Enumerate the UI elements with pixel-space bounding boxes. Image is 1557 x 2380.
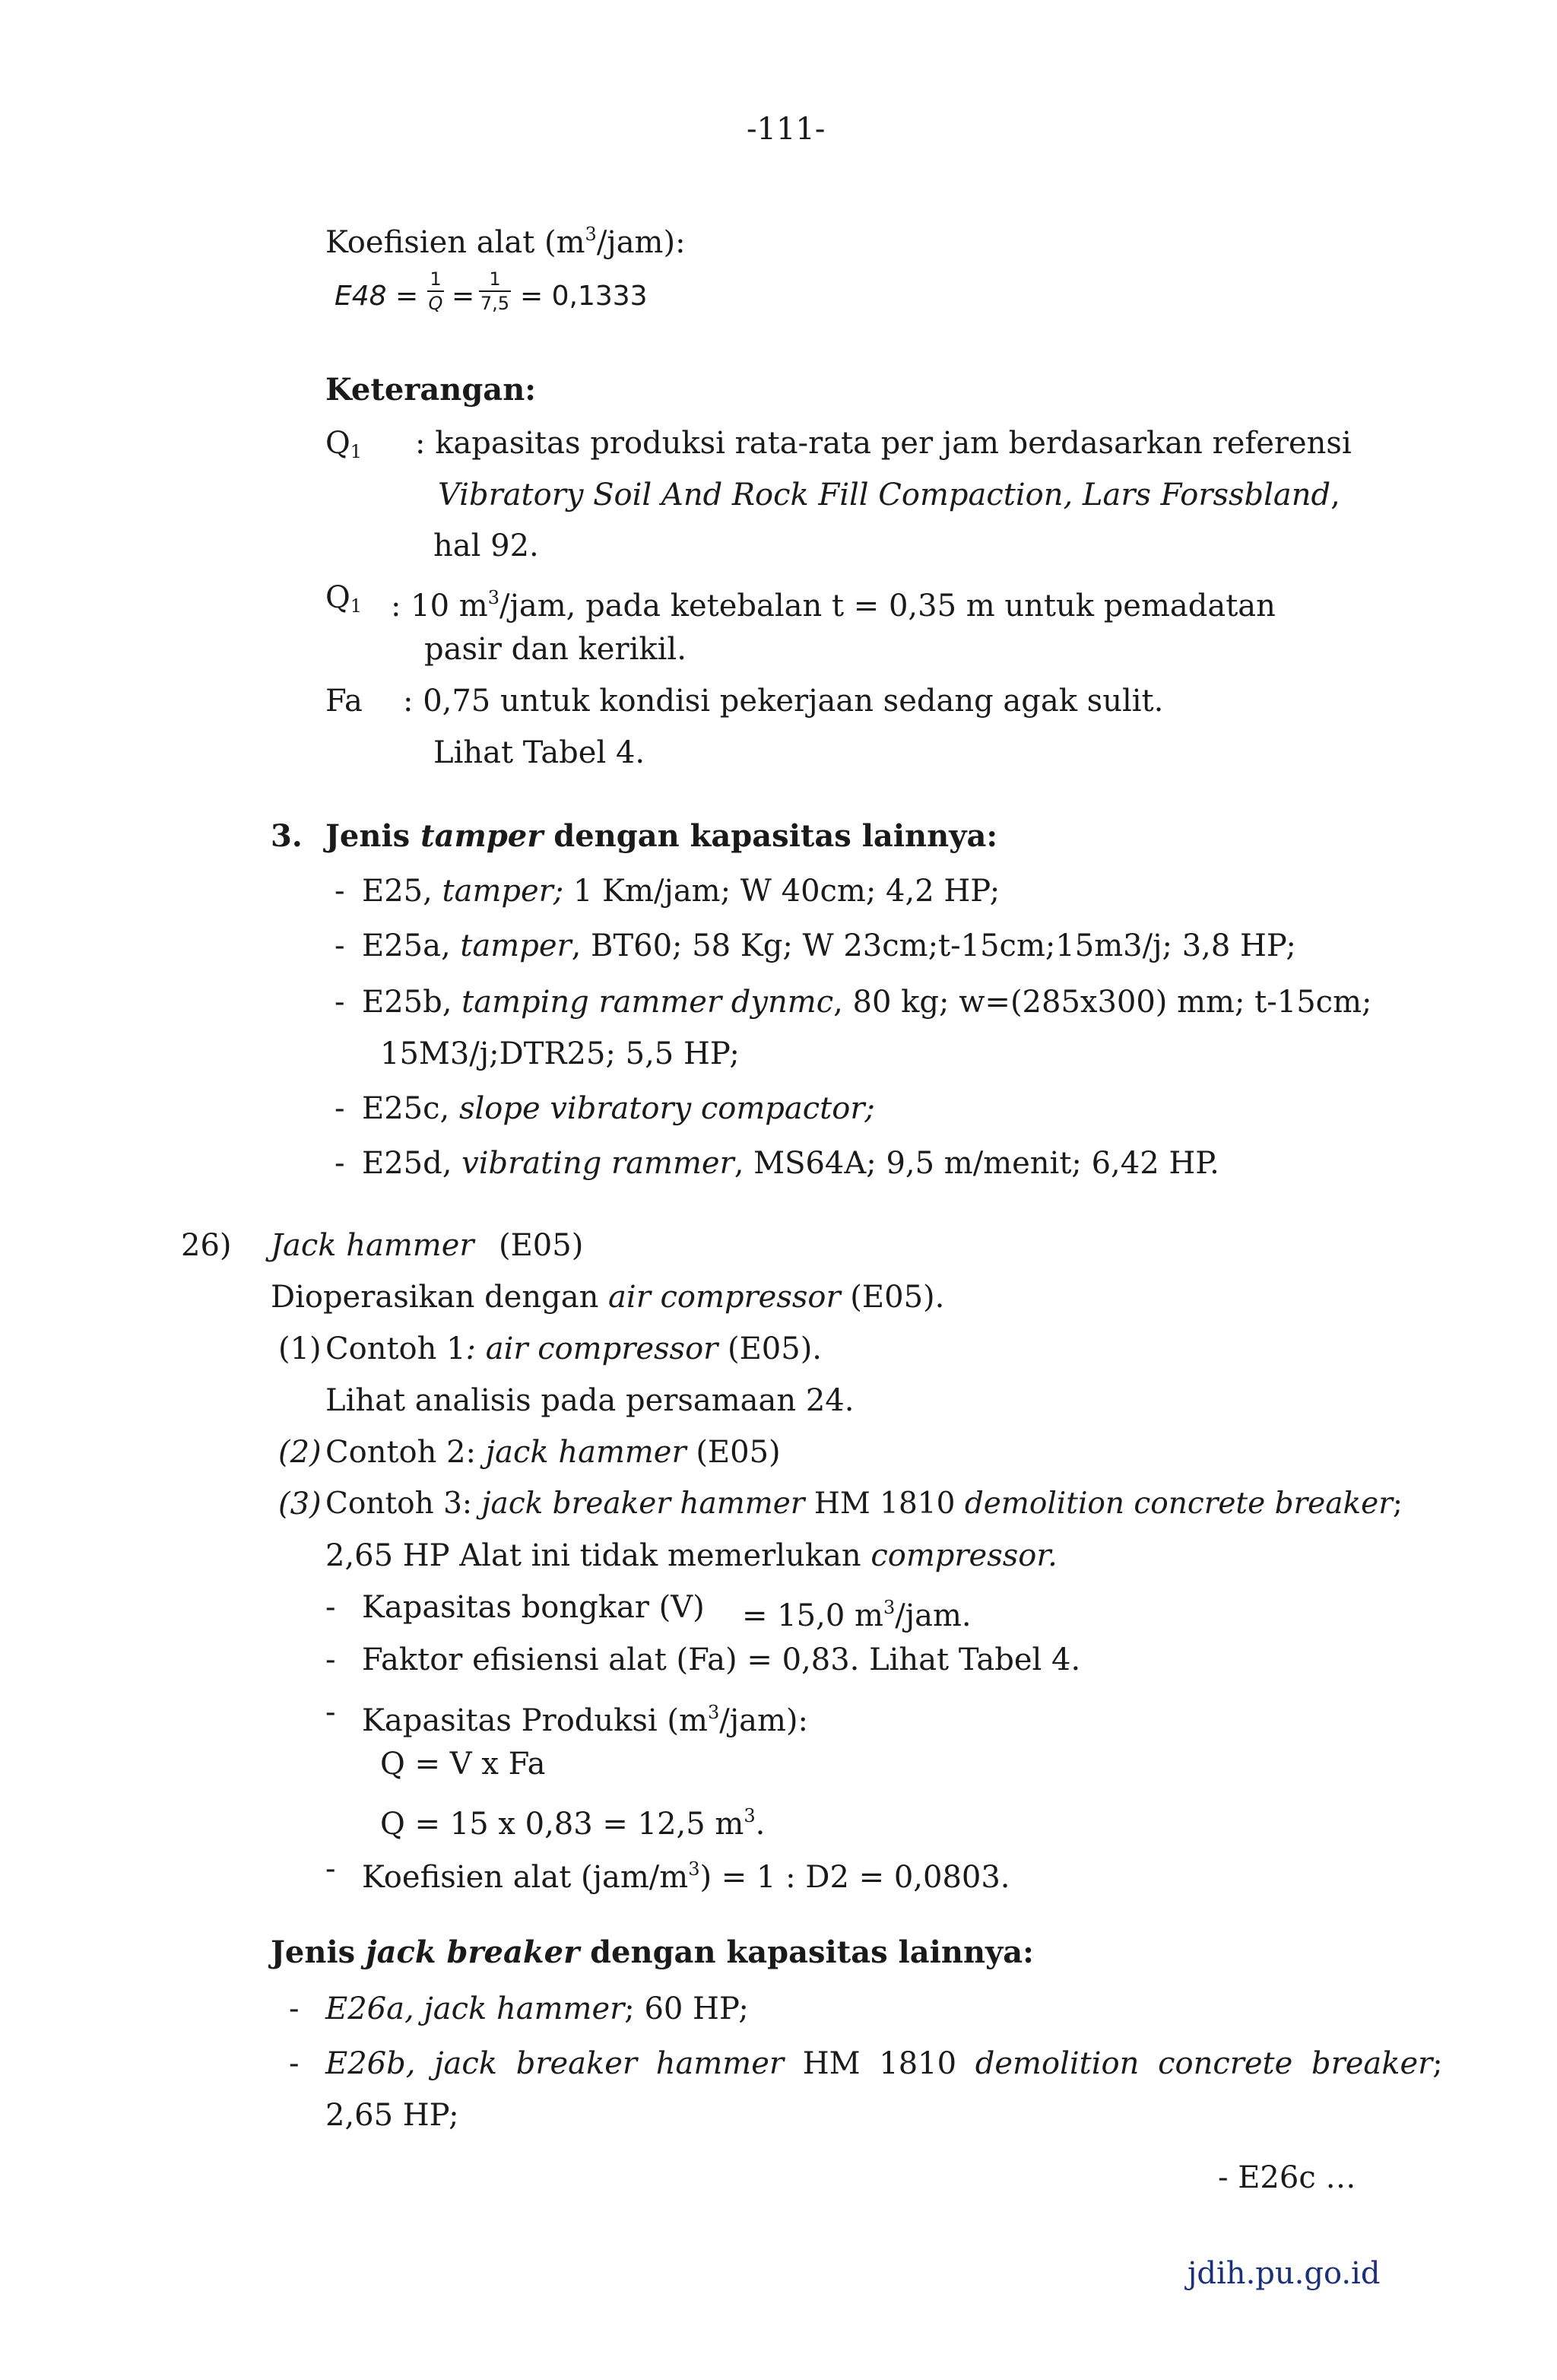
keterangan-q1b-symbol xyxy=(325,579,362,625)
section3-title xyxy=(325,817,997,855)
q1-symbol: Q xyxy=(325,426,350,461)
example-3-number: (3) xyxy=(278,1487,322,1522)
detail-dash: - xyxy=(325,1590,336,1625)
koef-sup: 3 xyxy=(688,1858,700,1880)
jack-title-a: Jenis xyxy=(271,1934,366,1970)
keterangan-title: Keterangan: xyxy=(325,372,537,408)
e26b-italic-2: demolition concrete breaker xyxy=(975,2046,1433,2081)
section3-item xyxy=(362,983,1371,1021)
jack-breaker-title xyxy=(271,1934,1034,1972)
continuation-marker: - E26c … xyxy=(1218,2160,1356,2195)
keterangan-fa-cont: Lihat Tabel 4. xyxy=(433,735,645,770)
example-2-number: (2) xyxy=(278,1435,322,1470)
detail-kapasitas-produksi xyxy=(362,1693,808,1740)
item-code: E25a, xyxy=(362,928,461,963)
example-3-cont xyxy=(325,1537,1058,1575)
example-3-cont-italic: compressor. xyxy=(870,1538,1058,1573)
page-number: -111- xyxy=(747,112,826,147)
formula-f1-num: 1 xyxy=(430,268,442,290)
example-3-italic: jack breaker hammer xyxy=(481,1487,805,1521)
e26a-spec: ; 60 HP; xyxy=(624,1991,749,2026)
item-italic: tamper; xyxy=(442,874,564,909)
section3-title-italic: tamper xyxy=(420,818,544,854)
q-result-sup: 3 xyxy=(744,1805,756,1826)
q1b-text-b: /jam, pada ketebalan t = 0,35 m untuk pemadatan xyxy=(499,589,1276,624)
detail-faktor-efisiensi: Faktor efisiensi alat (Fa) = 0,83. Lihat Tabel 4. xyxy=(362,1642,1081,1677)
example-2-code: (E05) xyxy=(686,1435,781,1470)
produksi-text-b: /jam): xyxy=(719,1703,808,1738)
section3-item-dash: - xyxy=(335,1146,345,1181)
detail-koefisien-alat xyxy=(362,1850,1010,1896)
e26a-italic: E26a, jack hammer xyxy=(325,1991,625,2026)
e26b-italic: E26b, jack breaker hammer xyxy=(325,2046,784,2081)
item-italic: vibrating rammer xyxy=(461,1146,734,1181)
e26b-end: ; xyxy=(1432,2046,1443,2081)
item-spec: , BT60; 58 Kg; W 23cm;t-15cm;15m3/j; 3,8 HP; xyxy=(571,928,1296,963)
item-code: E25d, xyxy=(362,1146,462,1181)
section26-operation xyxy=(271,1278,944,1316)
jack-item-e26b-cont: 2,65 HP; xyxy=(325,2098,459,2133)
produksi-sup: 3 xyxy=(707,1702,720,1723)
item-code: E25, xyxy=(362,874,442,909)
formula-fraction-1 xyxy=(427,268,444,315)
section3-item-dash: - xyxy=(335,985,345,1020)
q1b-symbol: Q xyxy=(325,580,350,615)
detail-dash: - xyxy=(325,1695,336,1730)
section3-number: 3. xyxy=(271,818,303,854)
operation-text-b: (E05). xyxy=(840,1280,945,1315)
jack-title-italic: jack breaker xyxy=(366,1934,580,1970)
equation-q-result xyxy=(380,1797,765,1843)
item-spec: , MS64A; 9,5 m/menit; 6,42 HP. xyxy=(734,1146,1219,1181)
formula-eq1: = xyxy=(452,281,475,312)
q1-subscript: 1 xyxy=(350,441,363,462)
jack-title-b: dengan kapasitas lainnya: xyxy=(579,1934,1034,1970)
keterangan-q1-page: hal 92. xyxy=(433,528,539,563)
example-1-label: Contoh 1 xyxy=(325,1331,466,1366)
formula-f2-num: 1 xyxy=(489,268,501,290)
detail-dash: - xyxy=(325,1642,336,1677)
keterangan-q1-text: : kapasitas produksi rata-rata per jam berdasarkan referensi xyxy=(415,426,1352,461)
jack-item-dash: - xyxy=(289,2046,300,2081)
operation-italic: air compressor xyxy=(608,1280,841,1315)
formula-f1-den: Q xyxy=(428,293,443,314)
formula-rhs: = 0,1333 xyxy=(520,281,648,312)
section3-item-dash: - xyxy=(335,1091,345,1126)
formula-f2-den: 7,5 xyxy=(480,293,510,314)
section3-item xyxy=(362,872,1000,910)
bongkar-sup: 3 xyxy=(883,1597,896,1618)
jack-item-dash: - xyxy=(289,1991,300,2026)
example-3-model: HM 1810 xyxy=(804,1487,965,1521)
koef-text-b: ) = 1 : D2 = 0,0803. xyxy=(699,1860,1010,1895)
jack-item-e26a xyxy=(325,1990,749,2028)
detail-dash: - xyxy=(325,1852,336,1887)
section26-title-italic: Jack hammer xyxy=(271,1228,474,1263)
example-2 xyxy=(325,1433,781,1471)
section3-item xyxy=(362,927,1296,965)
section26-number: 26) xyxy=(181,1228,232,1263)
item-code: E25b, xyxy=(362,985,462,1020)
example-2-italic: jack hammer xyxy=(485,1435,687,1470)
operation-text-a: Dioperasikan dengan xyxy=(271,1280,609,1315)
equation-q-definition: Q = V x Fa xyxy=(380,1747,546,1782)
q1-reference-comma: , xyxy=(1330,478,1340,512)
example-2-label: Contoh 2: xyxy=(325,1435,486,1470)
keterangan-fa-text: : 0,75 untuk kondisi pekerjaan sedang agak sulit. xyxy=(403,684,1164,719)
koefisien-heading-text: Koefisien alat (m xyxy=(325,225,585,260)
keterangan-q1-symbol xyxy=(325,424,362,471)
example-3-cont-text: 2,65 HP Alat ini tidak memerlukan xyxy=(325,1538,871,1573)
koefisien-heading xyxy=(325,215,686,262)
keterangan-q1b-text xyxy=(391,579,1276,625)
section3-item xyxy=(362,1090,875,1128)
bongkar-unit: /jam. xyxy=(895,1598,972,1633)
item-spec: 1 Km/jam; W 40cm; 4,2 HP; xyxy=(563,874,1000,909)
section3-item-dash: - xyxy=(335,874,345,909)
e26b-model: HM 1810 xyxy=(784,2046,975,2081)
q-result-end: . xyxy=(755,1807,766,1842)
q1b-subscript: 1 xyxy=(350,595,363,617)
formula-lhs: E48 = xyxy=(335,281,419,312)
q1b-sup: 3 xyxy=(487,587,500,608)
item-italic: tamping rammer dynmc xyxy=(461,985,834,1020)
koefisien-heading-after: /jam): xyxy=(596,225,686,260)
example-3-end: ; xyxy=(1392,1487,1403,1521)
section3-item-dash: - xyxy=(335,928,345,963)
example-3-italic-2: demolition concrete breaker xyxy=(964,1487,1393,1521)
produksi-text-a: Kapasitas Produksi (m xyxy=(362,1703,708,1738)
koefisien-heading-sup: 3 xyxy=(585,224,597,245)
section3-title-b: dengan kapasitas lainnya: xyxy=(543,818,998,854)
formula-fraction-2 xyxy=(479,268,511,315)
jack-item-e26b xyxy=(325,2045,1443,2083)
example-1-cont: Lihat analisis pada persamaan 24. xyxy=(325,1383,855,1418)
q-result-text: Q = 15 x 0,83 = 12,5 m xyxy=(380,1807,744,1842)
section3-item-cont: 15M3/j;DTR25; 5,5 HP; xyxy=(380,1036,740,1071)
item-spec: , 80 kg; w=(285x300) mm; t-15cm; xyxy=(833,985,1372,1020)
section26-code: (E05) xyxy=(499,1228,584,1263)
footer-link[interactable]: jdih.pu.go.id xyxy=(1188,2256,1381,2291)
item-code: E25c, xyxy=(362,1091,459,1126)
section3-item xyxy=(362,1144,1219,1182)
keterangan-q1b-cont: pasir dan kerikil. xyxy=(424,632,687,667)
detail-kapasitas-bongkar-label: Kapasitas bongkar (V) xyxy=(362,1590,705,1625)
example-3-label: Contoh 3: xyxy=(325,1487,482,1521)
example-1-number: (1) xyxy=(278,1331,322,1366)
section3-title-a: Jenis xyxy=(325,818,421,854)
detail-kapasitas-bongkar-value xyxy=(742,1588,972,1635)
q1-reference-title: Vibratory Soil And Rock Fill Compaction, Lars Forssbland xyxy=(438,478,1331,512)
item-italic: slope vibratory compactor; xyxy=(458,1091,875,1126)
example-3 xyxy=(325,1485,1403,1523)
example-1 xyxy=(325,1330,822,1368)
example-1-italic: : air compressor xyxy=(465,1331,718,1366)
keterangan-q1-reference xyxy=(438,476,1340,514)
bongkar-value: = 15,0 m xyxy=(742,1598,883,1633)
example-1-code: (E05). xyxy=(718,1331,823,1366)
item-italic: tamper xyxy=(460,928,572,963)
section26-title xyxy=(271,1226,474,1265)
koef-text-a: Koefisien alat (jam/m xyxy=(362,1860,689,1895)
q1b-text-a: : 10 m xyxy=(391,589,488,624)
keterangan-fa-symbol: Fa xyxy=(325,684,363,719)
